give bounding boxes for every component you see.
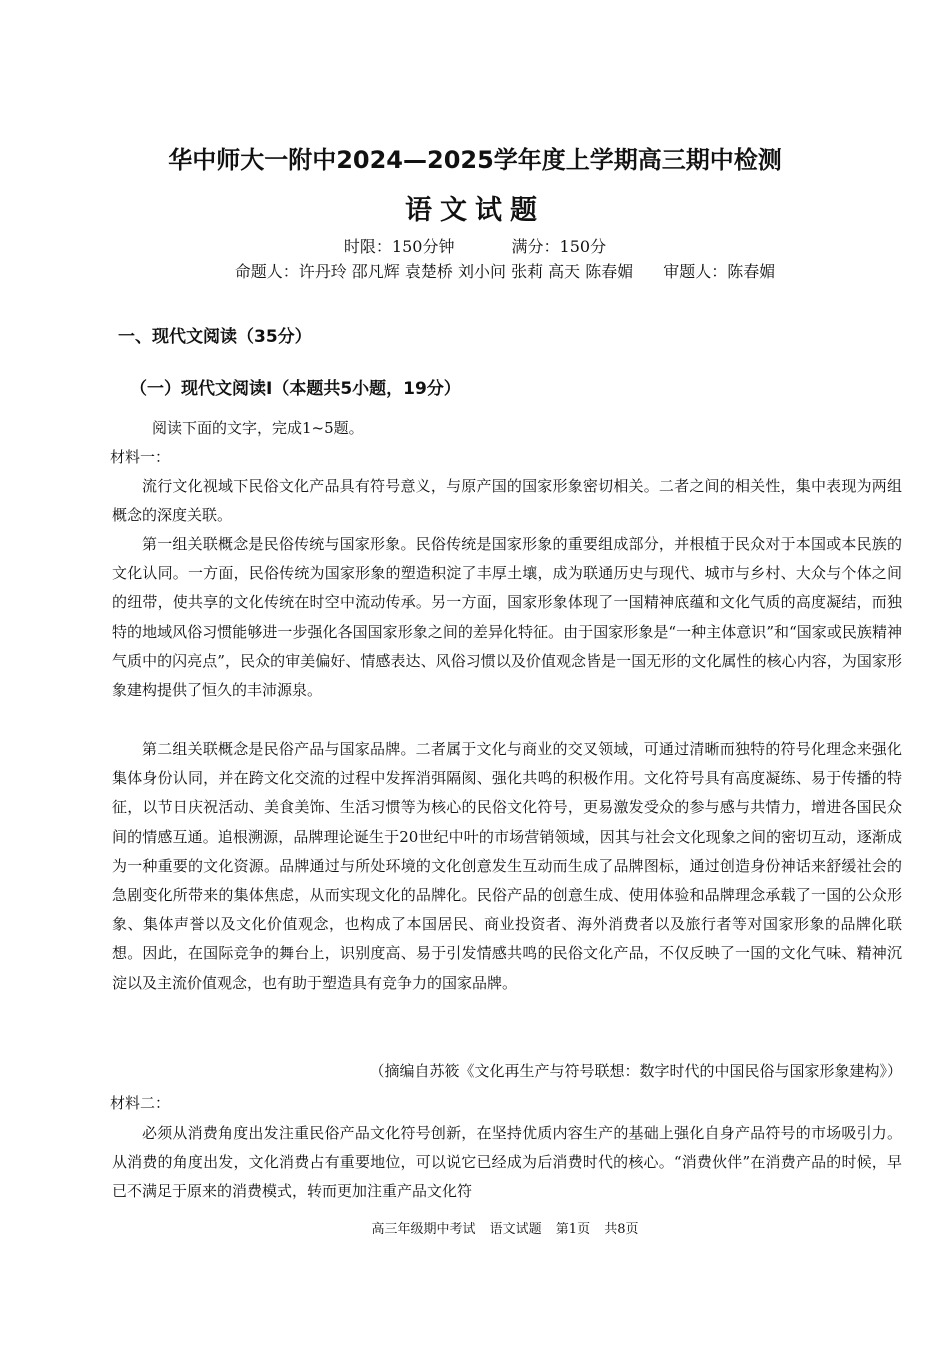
full-score: 满分：150分	[511, 237, 607, 256]
footer-total: 共8页	[604, 1222, 639, 1237]
page-footer	[0, 1218, 950, 1237]
paragraph: 第一组关联概念是民俗传统与国家形象。民俗传统是国家形象的重要组成部分，并根植于民众对于本国或本民族的文化认同。一方面，民俗传统为国家形象的塑造积淀了丰厚土壤，成为联通历史与现代、城市与乡村、大众与个体之间的纽带，使共享的文化传统在时空中流动传承。另一方面，国家形象体现了一国精神底蕴和文化气质的高度凝结，而独特的地域风俗习惯能够进一步强化各国国家形象之间的差异化特征。由于国家形象是“一种主体意识”和“国家或民族精神气质中的闪亮点”，民众的审美偏好、情感表达、风俗习惯以及价值观念皆是一国无形的文化属性的核心内容，为国家形象建构提供了恒久的丰沛源泉。	[112, 535, 902, 700]
material-label: 材料二：	[110, 1094, 171, 1112]
time-limit: 时限：150分钟	[343, 237, 455, 256]
sub-heading: （一）现代文阅读Ⅰ（本题共5小题，19分）	[130, 379, 461, 399]
paragraph: 必须从消费角度出发注重民俗产品文化符号创新，在坚持优质内容生产的基础上强化自身产品符号的市场吸引力。从消费的角度出发，文化消费占有重要地位，可以说它已经成为后消费时代的核心。“消费伙伴”在消费产品的时候，早已不满足于原来的消费模式，转而更加注重产品文化符	[112, 1124, 902, 1201]
subject-title: 语文试题	[405, 195, 545, 226]
paragraph: 流行文化视域下民俗文化产品具有符号意义，与原产国的国家形象密切相关。二者之间的相关性，集中表现为两组概念的深度关联。	[112, 477, 902, 525]
footer-subject: 语文试题	[489, 1222, 542, 1237]
authors: 命题人：许丹玲 邵凡辉 袁楚桥 刘小问 张莉 高天 陈春媚	[234, 262, 634, 281]
school-title: 华中师大一附中2024—2025学年度上学期高三期中检测	[168, 146, 782, 174]
reviewer: 审题人：陈春媚	[663, 262, 776, 281]
source-citation: （摘编自苏筱《文化再生产与符号联想：数字时代的中国民俗与国家形象建构》）	[369, 1062, 902, 1080]
exam-info	[0, 234, 950, 257]
material-label: 材料一：	[110, 448, 171, 466]
paragraph: 第二组关联概念是民俗产品与国家品牌。二者属于文化与商业的交叉领域，可通过清晰而独特的符号化理念来强化集体身份认同，并在跨文化交流的过程中发挥消弭隔阂、强化共鸣的积极作用。文化符号具有高度凝练、易于传播的特征，以节日庆祝活动、美食美饰、生活习惯等为核心的民俗文化符号，更易激发受众的参与感与共情力，增进各国民众间的情感互通。追根溯源，品牌理论诞生于20世纪中叶的市场营销领域，因其与社会文化现象之间的密切互动，逐渐成为一种重要的文化资源。品牌通过与所处环境的文化创意发生互动而生成了品牌图标，通过创造身份神话来舒缓社会的急剧变化所带来的集体焦虑，从而实现文化的品牌化。民俗产品的创意生成、使用体验和品牌理念承载了一国的公众形象、集体声誉以及文化价值观念，也构成了本国居民、商业投资者、海外消费者以及旅行者等对国家形象的品牌化联想。因此，在国际竞争的舞台上，识别度高、易于引发情感共鸣的民俗文化产品，不仅反映了一国的文化气味、精神沉淀以及主流价值观念，也有助于塑造具有竞争力的国家品牌。	[112, 740, 902, 992]
instruction: 阅读下面的文字，完成1~5题。	[152, 419, 364, 437]
authors-line	[0, 259, 950, 282]
footer-exam: 高三年级期中考试	[371, 1222, 476, 1237]
footer-page: 第1页	[555, 1222, 591, 1237]
section-heading: 一、现代文阅读（35分）	[118, 327, 312, 347]
